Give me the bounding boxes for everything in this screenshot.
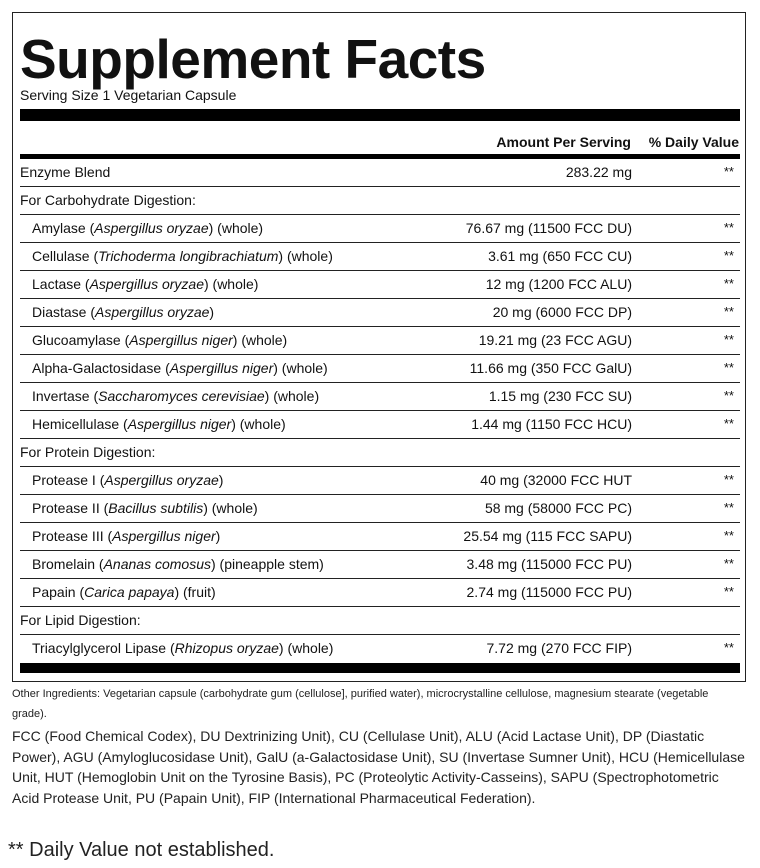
ingredient-text: ) (fruit)	[174, 584, 216, 600]
species-name: Aspergillus niger	[127, 416, 232, 432]
table-row	[20, 579, 740, 607]
ingredient-text: ) (pineapple stem)	[211, 556, 324, 572]
header-amount-per-serving: Amount Per Serving	[496, 134, 631, 150]
ingredient-text: Lactase (	[32, 276, 90, 292]
species-name: Aspergillus oryzae	[104, 472, 219, 488]
ingredient-name	[32, 220, 263, 236]
supplement-facts-panel	[12, 12, 746, 682]
ingredient-daily-value: **	[723, 640, 734, 655]
ingredient-daily-value: **	[723, 248, 734, 263]
ingredient-daily-value: **	[723, 556, 734, 571]
table-row	[20, 383, 740, 411]
ingredient-daily-value: **	[723, 500, 734, 515]
ingredient-name	[32, 556, 324, 572]
ingredient-name	[20, 192, 196, 208]
ingredient-amount: 25.54 mg (115 FCC SAPU)	[463, 528, 632, 544]
ingredient-text: ) (whole)	[203, 276, 259, 292]
section-heading-row	[20, 187, 740, 215]
ingredient-name	[32, 248, 333, 264]
ingredient-amount: 283.22 mg	[565, 164, 632, 180]
ingredient-text: ) (whole)	[278, 640, 334, 656]
ingredient-name	[20, 164, 110, 180]
ingredient-text: ) (whole)	[208, 220, 264, 236]
ingredient-name	[20, 444, 155, 460]
ingredient-daily-value: **	[723, 276, 734, 291]
table-row	[20, 159, 740, 187]
ingredient-text: Triacylglycerol Lipase (	[32, 640, 175, 656]
table-row	[20, 299, 740, 327]
ingredient-text: )	[218, 472, 224, 488]
ingredient-daily-value: **	[723, 528, 734, 543]
ingredient-text: Amylase (	[32, 220, 95, 236]
ingredient-amount: 19.21 mg (23 FCC AGU)	[478, 332, 632, 348]
ingredient-text: For Carbohydrate Digestion:	[20, 192, 196, 208]
species-name: Carica papaya	[84, 584, 175, 600]
divider-thick	[20, 109, 740, 121]
table-row	[20, 327, 740, 355]
species-name: Rhizopus oryzae	[174, 640, 279, 656]
serving-size: Serving Size 1 Vegetarian Capsule	[20, 87, 237, 103]
species-name: Aspergillus oryzae	[89, 276, 204, 292]
ingredient-amount: 1.44 mg (1150 FCC HCU)	[471, 416, 632, 432]
ingredient-text: ) (whole)	[203, 500, 258, 516]
ingredient-text: For Protein Digestion:	[20, 444, 156, 460]
ingredient-amount: 3.48 mg (115000 FCC PU)	[466, 556, 632, 572]
ingredient-text: Glucoamylase (	[32, 332, 130, 348]
ingredient-amount: 11.66 mg (350 FCC GalU)	[469, 360, 632, 376]
ingredient-text: Alpha-Galactosidase (	[32, 360, 170, 376]
table-row	[20, 495, 740, 523]
species-name: Ananas comosus	[103, 556, 211, 572]
ingredient-name	[32, 360, 328, 376]
ingredient-name	[32, 276, 258, 292]
species-name: Saccharomyces cerevisiae	[98, 388, 265, 404]
ingredient-daily-value: **	[723, 332, 734, 347]
ingredient-text: ) (whole)	[273, 360, 328, 376]
ingredient-text: Cellulase (	[32, 248, 99, 264]
ingredient-text: ) (whole)	[278, 248, 333, 264]
ingredient-name	[32, 332, 287, 348]
ingredient-daily-value: **	[723, 388, 734, 403]
ingredient-name	[32, 416, 286, 432]
ingredient-text: ) (whole)	[231, 416, 286, 432]
species-name: Aspergillus niger	[169, 360, 274, 376]
species-name: Trichoderma longibrachiatum	[98, 248, 279, 264]
ingredient-name	[32, 472, 223, 488]
ingredient-daily-value: **	[723, 472, 734, 487]
table-row	[20, 243, 740, 271]
ingredient-text: Enzyme Blend	[20, 164, 111, 180]
table-row	[20, 635, 740, 663]
ingredient-amount: 3.61 mg (650 FCC CU)	[488, 248, 632, 264]
ingredient-table	[20, 159, 740, 663]
ingredient-amount: 1.15 mg (230 FCC SU)	[488, 388, 632, 404]
header-daily-value: % Daily Value	[648, 134, 739, 150]
ingredient-text: Bromelain (	[32, 556, 104, 572]
ingredient-text: Papain (	[32, 584, 85, 600]
ingredient-text: Protease II (	[32, 500, 109, 516]
ingredient-text: Diastase (	[32, 304, 96, 320]
ingredient-amount: 40 mg (32000 FCC HUT	[480, 472, 632, 488]
divider-bottom	[20, 663, 740, 673]
table-row	[20, 355, 740, 383]
ingredient-amount: 76.67 mg (11500 FCC DU)	[465, 220, 632, 236]
daily-value-footnote: ** Daily Value not established.	[8, 839, 275, 861]
table-row	[20, 551, 740, 579]
unit-abbreviations: FCC (Food Chemical Codex), DU Dextrinizing Unit), CU (Cellulase Unit), ALU (Acid Lactase Unit), DP (Diastatic Power), AGU (Amyloglucosidase Unit), GalU (a-Galactosidase Unit), SU (Invertase Sumner Unit), HCU (Hemicellulase Unit, HUT (Hemoglobin Unit on the Tyrosine Basis), PC (Proteolytic Activity-Casseins), SAPU (Spectrophotometric Acid Protease Unit, PU (Papain Unit), FIP (International Pharmaceutical Federation).	[12, 728, 745, 806]
ingredient-name	[32, 304, 214, 320]
ingredient-text: ) (whole)	[232, 332, 288, 348]
ingredient-text: Protease I (	[32, 472, 105, 488]
ingredient-text: Invertase (	[32, 388, 99, 404]
ingredient-daily-value: **	[723, 360, 734, 375]
species-name: Aspergillus oryzae	[95, 304, 210, 320]
table-row	[20, 271, 740, 299]
ingredient-name	[32, 528, 220, 544]
ingredient-daily-value: **	[723, 584, 734, 599]
ingredient-daily-value: **	[723, 164, 734, 179]
ingredient-text: Hemicellulase (	[32, 416, 128, 432]
table-row	[20, 467, 740, 495]
species-name: Aspergillus niger	[112, 528, 216, 544]
ingredient-amount: 12 mg (1200 FCC ALU)	[485, 276, 632, 292]
ingredient-name	[32, 584, 216, 600]
ingredient-amount: 58 mg (58000 FCC PC)	[484, 500, 632, 516]
ingredient-text: ) (whole)	[264, 388, 320, 404]
ingredient-name	[32, 500, 258, 516]
ingredient-daily-value: **	[723, 304, 734, 319]
ingredient-text: )	[215, 528, 221, 544]
section-heading-row	[20, 607, 740, 635]
ingredient-text: Protease III (	[32, 528, 113, 544]
panel-title: Supplement Facts	[20, 28, 486, 90]
ingredient-daily-value: **	[723, 416, 734, 431]
ingredient-name	[32, 640, 333, 656]
ingredient-amount: 20 mg (6000 FCC DP)	[492, 304, 632, 320]
ingredient-daily-value: **	[723, 220, 734, 235]
table-row	[20, 523, 740, 551]
ingredient-name	[32, 388, 319, 404]
ingredient-amount: 7.72 mg (270 FCC FIP)	[486, 640, 632, 656]
ingredient-amount: 2.74 mg (115000 FCC PU)	[466, 584, 632, 600]
section-heading-row	[20, 439, 740, 467]
table-row	[20, 411, 740, 439]
other-ingredients: Other Ingredients: Vegetarian capsule (carbohydrate gum (cellulose], purified water), microcrystalline cellulose, magnesium stearate (vegetable grade).	[12, 688, 709, 720]
table-row	[20, 215, 740, 243]
ingredient-text: For Lipid Digestion:	[20, 612, 141, 628]
species-name: Aspergillus niger	[129, 332, 233, 348]
ingredient-text: )	[209, 304, 215, 320]
species-name: Bacillus subtilis	[108, 500, 204, 516]
species-name: Aspergillus oryzae	[94, 220, 209, 236]
ingredient-name	[20, 612, 141, 628]
